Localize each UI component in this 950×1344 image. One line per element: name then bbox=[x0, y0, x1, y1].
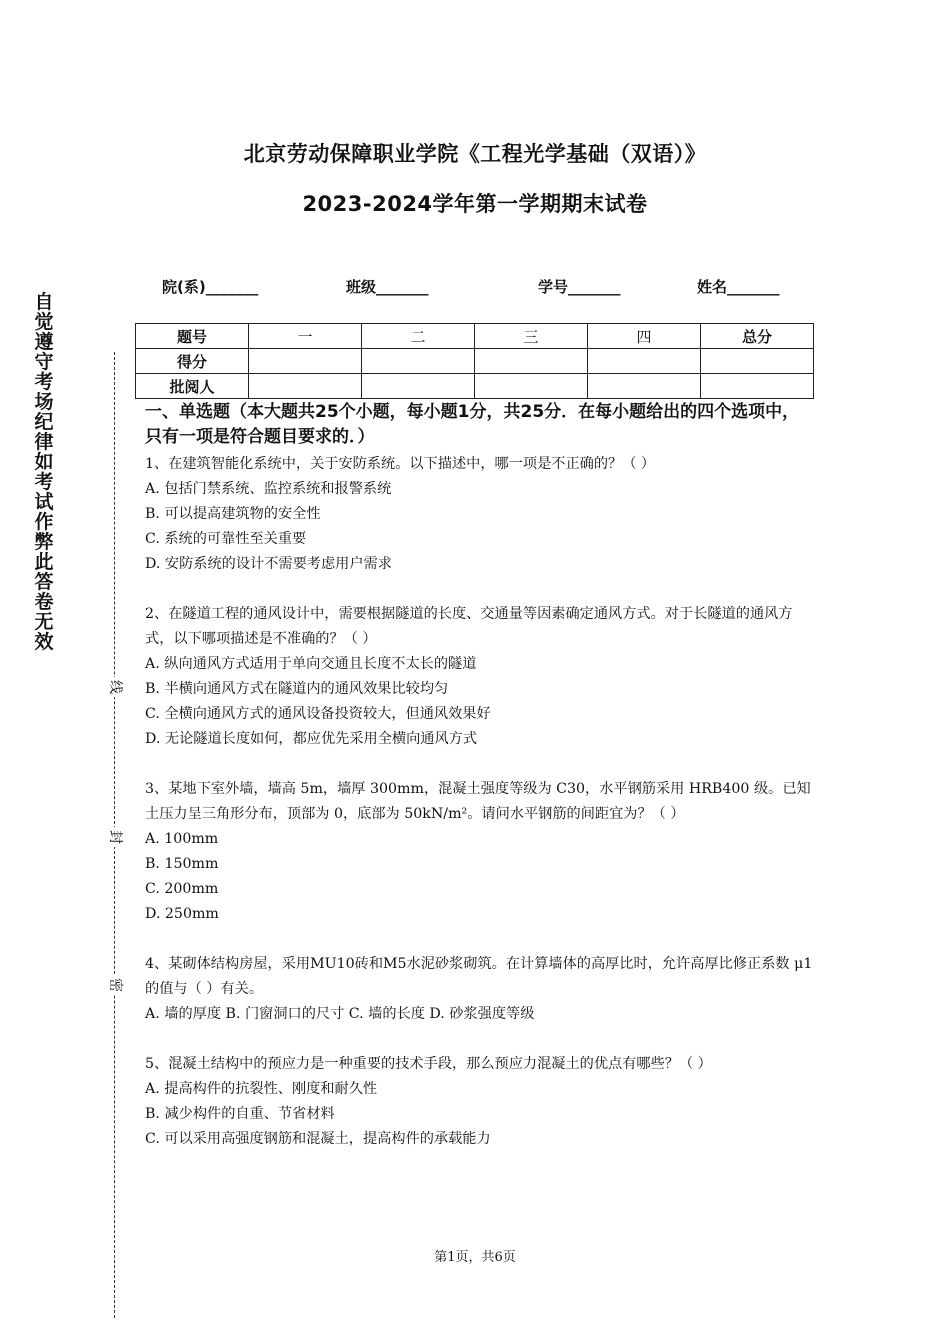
score-cell: 四 bbox=[588, 324, 701, 349]
score-cell bbox=[249, 374, 362, 399]
class-field: 班级_______ bbox=[346, 278, 429, 296]
score-cell: 题号 bbox=[136, 324, 249, 349]
score-table-header-row bbox=[136, 324, 814, 349]
option: B. 半横向通风方式在隧道内的通风效果比较均匀 bbox=[145, 681, 449, 697]
question-stem: 4、某砌体结构房屋，采用MU10砖和M5水泥砂浆砌筑。在计算墙体的高厚比时，允许高厚比修正系数 μ1 的值与（ ）有关。 bbox=[145, 956, 813, 997]
exam-title: 北京劳动保障职业学院《工程光学基础（双语）》 bbox=[243, 142, 707, 166]
score-cell: 二 bbox=[362, 324, 475, 349]
score-table bbox=[135, 323, 814, 399]
option: A. 包括门禁系统、监控系统和报警系统 bbox=[145, 481, 392, 497]
option: B. 可以提高建筑物的安全性 bbox=[145, 506, 321, 522]
side-warning-text: 自觉遵守考场纪律如考试作弊此答卷无效 bbox=[34, 291, 54, 653]
option: C. 全横向通风方式的通风设备投资较大，但通风效果好 bbox=[145, 706, 491, 722]
section-heading: 一、单选题（本大题共25个小题，每小题1分，共25分．在每小题给出的四个选项中，只有一项是符合题目要求的．） bbox=[145, 402, 800, 447]
option: A. 提高构件的抗裂性、刚度和耐久性 bbox=[145, 1081, 378, 1097]
score-cell bbox=[362, 374, 475, 399]
question-4 bbox=[145, 952, 815, 1027]
score-cell: 一 bbox=[249, 324, 362, 349]
option: A. 100mm bbox=[145, 831, 219, 847]
score-table-score-row bbox=[136, 349, 814, 374]
score-cell bbox=[588, 349, 701, 374]
option: D. 安防系统的设计不需要考虑用户需求 bbox=[145, 556, 392, 572]
score-cell: 得分 bbox=[136, 349, 249, 374]
score-cell bbox=[588, 374, 701, 399]
option: A. 墙的厚度 B. 门窗洞口的尺寸 C. 墙的长度 D. 砂浆强度等级 bbox=[145, 1006, 535, 1022]
name-field: 姓名_______ bbox=[697, 278, 780, 296]
question-stem: 3、某地下室外墙，墙高 5m，墙厚 300mm，混凝土强度等级为 C30，水平钢筋采用 HRB400 级。已知土压力呈三角形分布，顶部为 0，底部为 50kN/m²。请问水平钢筋的间距宜为？（ ） bbox=[145, 781, 811, 822]
score-cell bbox=[475, 349, 588, 374]
option: C. 200mm bbox=[145, 881, 219, 897]
score-cell bbox=[362, 349, 475, 374]
seal-mark-xian: 线 bbox=[104, 677, 126, 697]
option: D. 无论隧道长度如何，都应优先采用全横向通风方式 bbox=[145, 731, 478, 747]
score-table-grader-row bbox=[136, 374, 814, 399]
dept-field: 院(系)_______ bbox=[162, 278, 259, 296]
score-cell: 总分 bbox=[701, 324, 814, 349]
seal-mark-feng: 封 bbox=[104, 827, 126, 847]
question-stem: 1、在建筑智能化系统中，关于安防系统。以下描述中，哪一项是不正确的？（ ） bbox=[145, 456, 656, 472]
option: B. 150mm bbox=[145, 856, 219, 872]
question-1 bbox=[145, 452, 815, 577]
page-number: 第1页，共6页 bbox=[434, 1250, 516, 1265]
seal-mark-mi: 密 bbox=[104, 975, 126, 995]
exam-subtitle: 2023-2024学年第一学期期末试卷 bbox=[302, 192, 648, 216]
exam-content bbox=[145, 400, 815, 1177]
score-cell: 三 bbox=[475, 324, 588, 349]
question-stem: 5、混凝土结构中的预应力是一种重要的技术手段，那么预应力混凝土的优点有哪些？（ ） bbox=[145, 1056, 712, 1072]
question-3 bbox=[145, 777, 815, 927]
score-cell bbox=[475, 374, 588, 399]
option: B. 减少构件的自重、节省材料 bbox=[145, 1106, 335, 1122]
student-id-field: 学号_______ bbox=[538, 278, 621, 296]
option: D. 250mm bbox=[145, 906, 219, 922]
question-2 bbox=[145, 602, 815, 752]
question-stem: 2、在隧道工程的通风设计中，需要根据隧道的长度、交通量等因素确定通风方式。对于长隧道的通风方式，以下哪项描述是不准确的？（ ） bbox=[145, 606, 793, 647]
option: C. 系统的可靠性至关重要 bbox=[145, 531, 307, 547]
option: C. 可以采用高强度钢筋和混凝土，提高构件的承载能力 bbox=[145, 1131, 491, 1147]
score-cell bbox=[701, 349, 814, 374]
score-cell: 批阅人 bbox=[136, 374, 249, 399]
score-cell bbox=[701, 374, 814, 399]
score-cell bbox=[249, 349, 362, 374]
question-5 bbox=[145, 1052, 815, 1152]
option: A. 纵向通风方式适用于单向交通且长度不太长的隧道 bbox=[145, 656, 477, 672]
